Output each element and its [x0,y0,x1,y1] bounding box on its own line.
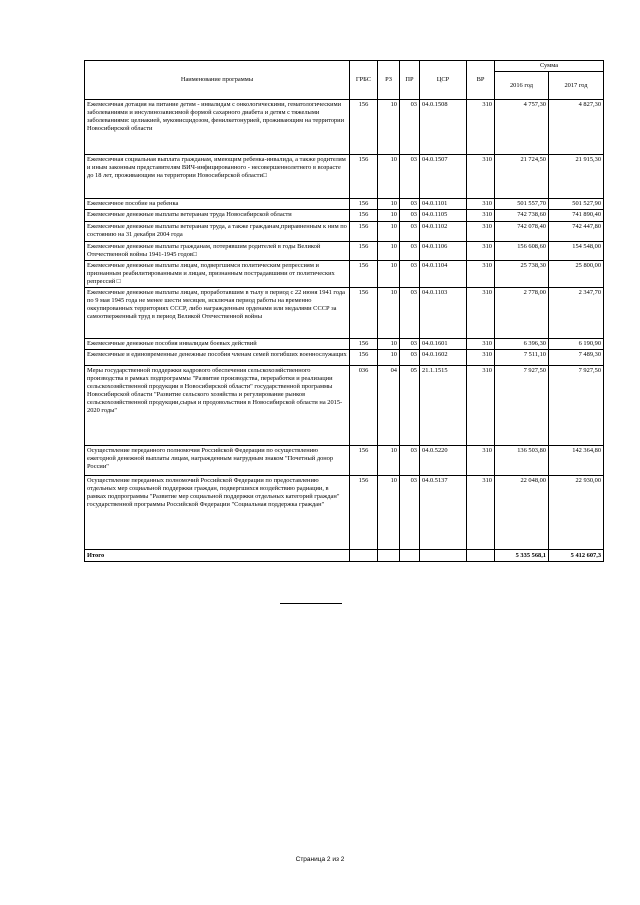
row-value-2016: 21 724,50 [495,155,549,199]
row-name: Меры государственной поддержки кадрового обеспечения сельскохозяйственного производства в рамках подпрограммы "Развитие производства, переработки и реализации сельскохозяйственной продукции в Новосибирской области" государственной программы Новосибирской области "Развитие сельского хозяйства и регулирование рынков сельскохозяйственной продукции,сырья и продовольствия в Новосибирской области на 2015-2020 годы" [85,366,350,446]
row-name: Осуществление переданных полномочий Российской Федерации по предоставлению отдельных мер социальной поддержки граждан, подвергшихся воздействию радиации, в рамках подпрограммы "Развитие мер социальной поддержки отдельных категорий граждан" государственной программы Российской Федерации "Социальная поддержка граждан" [85,476,350,550]
row-value-2016: 6 396,30 [495,339,549,350]
row-pr: 03 [400,446,420,476]
row-value-2016: 7 927,50 [495,366,549,446]
table-row [85,155,604,199]
row-vr: 310 [467,261,495,288]
total-empty-cell [378,550,400,562]
row-value-2016: 7 511,10 [495,350,549,366]
table-body [85,100,604,562]
row-value-2017: 21 915,30 [549,155,604,199]
total-empty-cell [400,550,420,562]
row-csr: 04.0.1104 [420,261,467,288]
row-csr: 04.0.5220 [420,446,467,476]
row-pr: 03 [400,242,420,261]
row-value-2017: 742 447,80 [549,222,604,242]
row-value-2016: 742 738,60 [495,210,549,222]
row-rz: 10 [378,210,400,222]
row-rz: 10 [378,199,400,210]
row-csr: 04.0.1105 [420,210,467,222]
row-grbs: 036 [350,366,378,446]
row-grbs: 156 [350,242,378,261]
row-pr: 05 [400,366,420,446]
row-pr: 03 [400,261,420,288]
row-rz: 10 [378,350,400,366]
row-value-2017: 4 827,30 [549,100,604,155]
row-csr: 04.0.1508 [420,100,467,155]
row-value-2016: 742 078,40 [495,222,549,242]
row-rz: 10 [378,222,400,242]
row-value-2016: 2 778,00 [495,288,549,339]
row-pr: 03 [400,339,420,350]
row-value-2017: 142 364,80 [549,446,604,476]
row-vr: 310 [467,339,495,350]
row-vr: 310 [467,288,495,339]
table-row [85,446,604,476]
row-grbs: 156 [350,155,378,199]
total-value-2016: 5 335 568,1 [495,550,549,562]
row-rz: 10 [378,288,400,339]
table-row [85,100,604,155]
row-name: Ежемесячные денежные выплаты лицам, проработавшим в тылу в период с 22 июня 1941 года по 9 мая 1945 года не менее шести месяцев, исключая период работы на временно оккупированных территориях СССР, либо награжденным орденами или медалями СССР за самоотверженный труд в период Великой Отечественной войны [85,288,350,339]
row-name: Ежемесячные денежные выплаты лицам, подвергшимся политическим репрессиям и признанным реабилитированными и лицам, признанным пострадавшими от политических репрессий □ [85,261,350,288]
row-vr: 310 [467,476,495,550]
total-empty-cell [420,550,467,562]
total-empty-cell [467,550,495,562]
row-grbs: 156 [350,100,378,155]
header-vr: ВР [467,61,495,100]
row-csr: 04.0.1101 [420,199,467,210]
row-vr: 310 [467,155,495,199]
row-pr: 03 [400,155,420,199]
row-grbs: 156 [350,261,378,288]
table-row [85,242,604,261]
row-rz: 10 [378,261,400,288]
row-name: Ежемесячные денежные выплаты ветеранам труда, а также гражданам,приравненным к ним по состоянию на 31 декабря 2004 года [85,222,350,242]
row-pr: 03 [400,222,420,242]
row-pr: 03 [400,350,420,366]
row-vr: 310 [467,210,495,222]
row-grbs: 156 [350,339,378,350]
row-grbs: 156 [350,446,378,476]
row-name: Ежемесячные денежные выплаты гражданам, потерявшим родителей в годы Великой Отечественной войны 1941-1945 годов□ [85,242,350,261]
row-rz: 10 [378,155,400,199]
row-rz: 10 [378,339,400,350]
row-name: Ежемесячные и единовременные денежные пособия членам семей погибших военнослужащих [85,350,350,366]
header-name: Наименование программы [85,61,350,100]
signature-line [280,603,342,604]
row-grbs: 156 [350,222,378,242]
row-grbs: 156 [350,288,378,339]
total-empty-cell [350,550,378,562]
row-value-2016: 4 757,30 [495,100,549,155]
row-name: Ежемесячные денежные пособия инвалидам боевых действий [85,339,350,350]
table-row [85,476,604,550]
row-value-2016: 25 738,30 [495,261,549,288]
row-rz: 10 [378,446,400,476]
row-vr: 310 [467,446,495,476]
row-vr: 310 [467,100,495,155]
table-row [85,199,604,210]
table-row [85,261,604,288]
row-rz: 10 [378,476,400,550]
row-pr: 03 [400,210,420,222]
row-csr: 04.0.5137 [420,476,467,550]
row-grbs: 156 [350,210,378,222]
total-row [85,550,604,562]
row-csr: 21.1.1515 [420,366,467,446]
row-value-2017: 22 930,00 [549,476,604,550]
row-value-2016: 156 608,60 [495,242,549,261]
row-csr: 04.0.1102 [420,222,467,242]
header-pr: ПР [400,61,420,100]
row-value-2017: 25 800,00 [549,261,604,288]
row-value-2017: 741 890,40 [549,210,604,222]
row-grbs: 156 [350,476,378,550]
row-name: Ежемесячное пособие на ребенка [85,199,350,210]
row-name: Ежемесячные денежные выплаты ветеранам труда Новосибирской области [85,210,350,222]
row-value-2017: 7 489,30 [549,350,604,366]
row-vr: 310 [467,242,495,261]
row-pr: 03 [400,100,420,155]
row-pr: 03 [400,288,420,339]
table-row [85,210,604,222]
row-vr: 310 [467,350,495,366]
header-sum: Сумма [495,61,604,72]
table-row [85,288,604,339]
row-grbs: 156 [350,350,378,366]
row-vr: 310 [467,366,495,446]
row-rz: 10 [378,100,400,155]
row-csr: 04.0.1601 [420,339,467,350]
row-value-2016: 501 557,70 [495,199,549,210]
row-pr: 03 [400,476,420,550]
header-2016: 2016 год [495,72,549,100]
row-csr: 04.0.1602 [420,350,467,366]
row-name: Осуществление переданного полномочия Российской Федерации по осуществлению ежегодной денежной выплаты лицам, награжденным нагрудным знаком "Почетный донор России" [85,446,350,476]
total-value-2017: 5 412 607,3 [549,550,604,562]
row-vr: 310 [467,222,495,242]
row-pr: 03 [400,199,420,210]
row-value-2017: 7 927,50 [549,366,604,446]
total-label: Итого [85,550,350,562]
header-2017: 2017 год [549,72,604,100]
table-row [85,339,604,350]
row-csr: 04.0.1507 [420,155,467,199]
program-table [84,60,604,562]
row-rz: 10 [378,242,400,261]
header-rz: РЗ [378,61,400,100]
row-value-2016: 22 048,00 [495,476,549,550]
table-row [85,366,604,446]
row-value-2017: 2 347,70 [549,288,604,339]
row-value-2017: 154 548,00 [549,242,604,261]
header-csr: ЦСР [420,61,467,100]
table-row [85,350,604,366]
row-vr: 310 [467,199,495,210]
table-row [85,222,604,242]
row-value-2017: 6 190,90 [549,339,604,350]
row-value-2017: 501 527,90 [549,199,604,210]
row-grbs: 156 [350,199,378,210]
row-value-2016: 136 503,80 [495,446,549,476]
row-csr: 04.0.1103 [420,288,467,339]
row-rz: 04 [378,366,400,446]
row-csr: 04.0.1106 [420,242,467,261]
row-name: Ежемесячная дотация на питание детям - инвалидам с онкологическими, гематологическими заболеваниями и инсулинозависимой формой сахарного диабета и детям с тяжелыми заболеваниями: целиакией, муковисцидозом, фенилкетонурией, проживающим на территории Новосибирской области [85,100,350,155]
row-name: Ежемесячная социальная выплата гражданам, имеющим ребенка-инвалида, а также родителям и иным законным представителям ВИЧ-инфицированного - несовершеннолетнего в возрасте до 18 лет, проживающим на территории Новосибирской области□ [85,155,350,199]
header-grbs: ГРБС [350,61,378,100]
page-footer: Страница 2 из 2 [295,856,345,863]
